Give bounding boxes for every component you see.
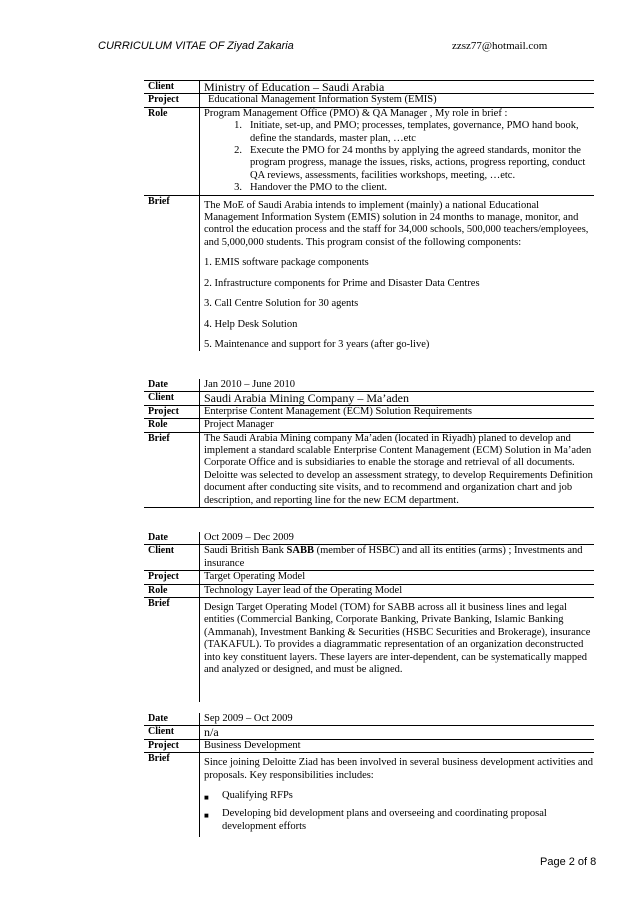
client-value: Saudi Arabia Mining Company – Ma’aden xyxy=(199,392,594,404)
project-row xyxy=(144,571,594,584)
brief-value xyxy=(199,753,594,837)
project-value: Target Operating Model xyxy=(199,571,594,583)
role-item xyxy=(204,145,594,182)
role-label: Role xyxy=(148,419,168,431)
role-label: Role xyxy=(148,584,168,596)
date-value: Sep 2009 – Oct 2009 xyxy=(199,713,594,725)
project-row xyxy=(144,406,594,419)
brief-text: The MoE of Saudi Arabia intends to implement (mainly) a national Educational Management Information System (EMIS) solution in 24 months to manage, monitor, and control the education process and the staff for 34,000 schools, 500,000 teachers/employees, and 5,000,000 students. This program consist of the following components: xyxy=(204,199,589,248)
date-value: Oct 2009 – Dec 2009 xyxy=(199,532,594,544)
client-value xyxy=(199,545,594,570)
role-row xyxy=(144,419,594,432)
email: zzsz77@hotmail.com xyxy=(452,40,548,52)
role-list xyxy=(204,120,594,194)
role-item-number: 1. xyxy=(234,120,242,132)
square-bullet-icon: ■ xyxy=(204,811,209,821)
component-item: 2. Infrastructure components for Prime and Disaster Data Centres xyxy=(204,277,480,289)
date-value: Jan 2010 – June 2010 xyxy=(199,379,594,391)
brief-label: Brief xyxy=(148,598,170,610)
client-value: n/a xyxy=(199,726,594,738)
role-intro: Program Management Office (PMO) & QA Manager , My role in brief : xyxy=(204,107,508,119)
role-value xyxy=(199,108,594,195)
client-text-rest: (member of HSBC) and all its entities (arms) ; Investments and insurance xyxy=(204,545,583,569)
brief-value xyxy=(199,598,594,702)
date-row xyxy=(144,379,594,392)
component-item: 4. Help Desk Solution xyxy=(204,318,298,330)
engagement-maaden xyxy=(144,379,594,508)
client-row xyxy=(144,392,594,405)
role-item-text: Execute the PMO for 24 months by applying the agreed standards, monitor the program progress, manage the issues, risks, actions, progress reporting, conduct QA reviews, assessments, facilities workshops, meeting, …etc. xyxy=(250,145,586,181)
bullet-text: Developing bid development plans and overseeing and coordinating proposal development efforts xyxy=(222,808,547,832)
bullet-item xyxy=(204,808,594,833)
role-item-text: Initiate, set-up, and PMO; processes, templates, governance, PMO hand book, define the standards, master plan, …etc xyxy=(250,120,579,144)
date-label: Date xyxy=(148,379,168,390)
component-item: 3. Call Centre Solution for 30 agents xyxy=(204,298,359,310)
project-row xyxy=(144,740,594,753)
project-value: Enterprise Content Management (ECM) Solution Requirements xyxy=(199,406,594,418)
page-header xyxy=(98,40,548,56)
client-value: Ministry of Education – Saudi Arabia xyxy=(199,81,594,93)
project-label: Project xyxy=(148,571,179,583)
brief-value xyxy=(199,196,594,352)
client-row xyxy=(144,726,594,739)
role-item xyxy=(204,120,594,145)
role-item-number: 3. xyxy=(234,182,242,194)
client-row xyxy=(144,80,594,94)
brief-row xyxy=(144,433,594,508)
square-bullet-icon: ■ xyxy=(204,793,209,803)
date-row xyxy=(144,532,594,545)
role-value: Project Manager xyxy=(199,419,594,431)
brief-value: The Saudi Arabia Mining company Ma’aden (located in Riyadh) planed to develop and implement a standard scalable Enterprise Content Management (ECM) Solution in Ma’aden Corporate Office and is subsidiaries to enable the storage and retrieval of all documents. Deloitte was selected to develop an assessment strategy, to develop Requirements Definition document after conducting site visits, and to recommend and organization chart and job description, and reporting line for the new ECM department. xyxy=(199,433,594,507)
brief-text: Design Target Operating Model (TOM) for SABB across all it business lines and legal entities (Commercial Banking, Corporate Banking, Private Banking, Islamic Banking (Ammanah), Investment Banking & Securities (HSBC Securities and Brokerage), insurance (TAKAFUL). To provides a diagrammatic representation of an organization deconstructed into key constituent layers. These layers are inter-dependent, can be systematically mapped and analyzed or designed, and must be aligned. xyxy=(204,602,591,676)
client-label: Client xyxy=(148,392,175,404)
brief-label: Brief xyxy=(148,195,170,207)
engagement-moe xyxy=(144,80,594,351)
client-bold-text: SABB xyxy=(286,545,314,557)
cv-title: CURRICULUM VITAE OF Ziyad Zakaria xyxy=(98,40,294,52)
role-item xyxy=(204,182,594,194)
project-value: Business Development xyxy=(199,740,594,752)
client-text: Saudi British Bank xyxy=(204,545,287,557)
role-item-number: 2. xyxy=(234,145,242,157)
bullet-text: Qualifying RFPs xyxy=(222,790,293,802)
date-label: Date xyxy=(148,532,168,543)
brief-label: Brief xyxy=(148,753,170,765)
brief-row xyxy=(144,753,594,837)
client-label: Client xyxy=(148,726,175,738)
client-label: Client xyxy=(148,81,175,92)
component-item: 5. Maintenance and support for 3 years (after go-live) xyxy=(204,338,430,350)
bullet-item xyxy=(204,790,594,804)
engagement-sabb xyxy=(144,532,594,702)
brief-row xyxy=(144,598,594,702)
project-value: Educational Management Information System (EMIS) xyxy=(199,94,594,106)
brief-row xyxy=(144,196,594,352)
client-label: Client xyxy=(148,545,175,557)
brief-text: Since joining Deloitte Ziad has been involved in several business development activities and proposals. Key responsibilities includes: xyxy=(204,757,593,781)
role-item-text: Handover the PMO to the client. xyxy=(250,182,388,194)
date-label: Date xyxy=(148,713,168,724)
client-row xyxy=(144,545,594,571)
project-label: Project xyxy=(148,94,179,106)
brief-label: Brief xyxy=(148,432,170,444)
project-label: Project xyxy=(148,405,179,417)
page-number: Page 2 of 8 xyxy=(540,856,597,868)
role-row xyxy=(144,585,594,598)
project-label: Project xyxy=(148,739,179,751)
role-value: Technology Layer lead of the Operating Model xyxy=(199,585,594,597)
role-label: Role xyxy=(148,107,168,119)
role-row xyxy=(144,108,594,196)
date-row xyxy=(144,713,594,726)
project-row xyxy=(144,94,594,107)
component-item: 1. EMIS software package components xyxy=(204,257,369,269)
engagement-business-development xyxy=(144,713,594,837)
